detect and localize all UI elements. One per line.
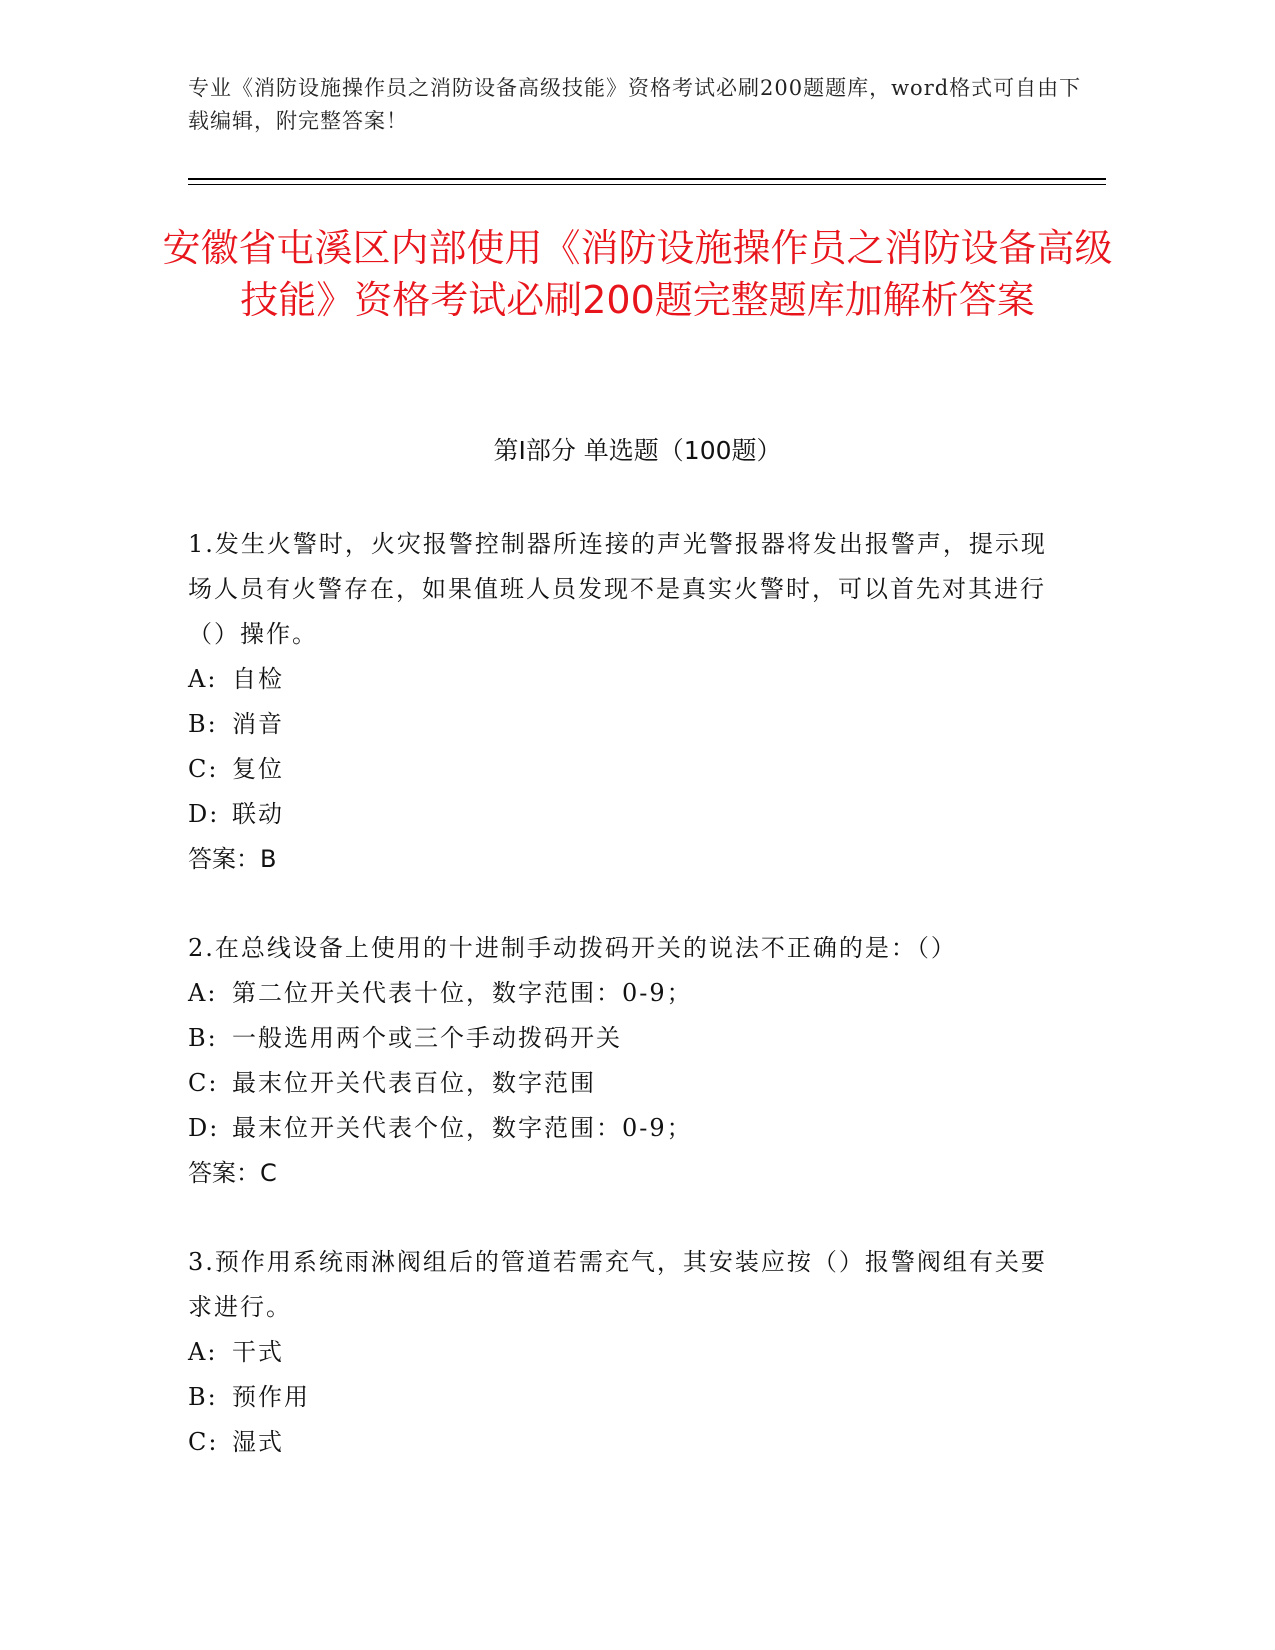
question-list [188, 522, 1068, 1509]
option-c [188, 1061, 1068, 1106]
option-key: A: [188, 979, 218, 1007]
option-text: 最末位开关代表百位，数字范围 [232, 1069, 596, 1097]
question-2 [188, 926, 1068, 1196]
question-stem: 2.在总线设备上使用的十进制手动拨码开关的说法不正确的是：（） [188, 934, 957, 962]
option-key: C: [188, 755, 219, 783]
option-key: B: [188, 710, 218, 738]
answer: 答案：C [188, 1159, 277, 1187]
option-text: 干式 [232, 1338, 284, 1366]
option-text: 第二位开关代表十位，数字范围：0-9； [232, 979, 693, 1007]
option-key: C: [188, 1069, 219, 1097]
option-key: C: [188, 1428, 219, 1456]
header-divider-thick [188, 178, 1106, 180]
answer: 答案：B [188, 845, 277, 873]
option-key: D: [188, 1114, 220, 1142]
option-key: B: [188, 1383, 218, 1411]
option-key: A: [188, 1338, 218, 1366]
option-text: 最末位开关代表个位，数字范围：0-9； [232, 1114, 693, 1142]
option-c [188, 1420, 1068, 1465]
option-text: 湿式 [232, 1428, 284, 1456]
header-note: 专业《消防设施操作员之消防设备高级技能》资格考试必刷200题题库，word格式可自由下载编辑，附完整答案！ [188, 76, 1082, 133]
option-text: 联动 [232, 800, 284, 828]
question-3 [188, 1240, 1068, 1465]
option-key: B: [188, 1024, 218, 1052]
option-a [188, 971, 1068, 1016]
option-c [188, 747, 1068, 792]
option-b [188, 702, 1068, 747]
question-stem: 1.发生火警时，火灾报警控制器所连接的声光警报器将发出报警声，提示现场人员有火警存在，如果值班人员发现不是真实火警时，可以首先对其进行（）操作。 [188, 530, 1047, 648]
option-text: 复位 [232, 755, 284, 783]
question-1 [188, 522, 1068, 882]
option-a [188, 657, 1068, 702]
option-key: A: [188, 665, 218, 693]
header-divider-thin [188, 184, 1106, 185]
option-d [188, 792, 1068, 837]
option-text: 消音 [232, 710, 284, 738]
option-key: D: [188, 800, 220, 828]
option-a [188, 1330, 1068, 1375]
document-title: 安徽省屯溪区内部使用《消防设施操作员之消防设备高级技能》资格考试必刷200题完整题库加解析答案 [162, 226, 1113, 322]
option-d [188, 1106, 1068, 1151]
option-b [188, 1375, 1068, 1420]
option-text: 一般选用两个或三个手动拨码开关 [232, 1024, 622, 1052]
option-text: 预作用 [232, 1383, 310, 1411]
question-stem: 3.预作用系统雨淋阀组后的管道若需充气，其安装应按（）报警阀组有关要求进行。 [188, 1248, 1047, 1321]
option-b [188, 1016, 1068, 1061]
section-title: 第Ⅰ部分 单选题（100题） [493, 436, 782, 465]
option-text: 自检 [232, 665, 284, 693]
